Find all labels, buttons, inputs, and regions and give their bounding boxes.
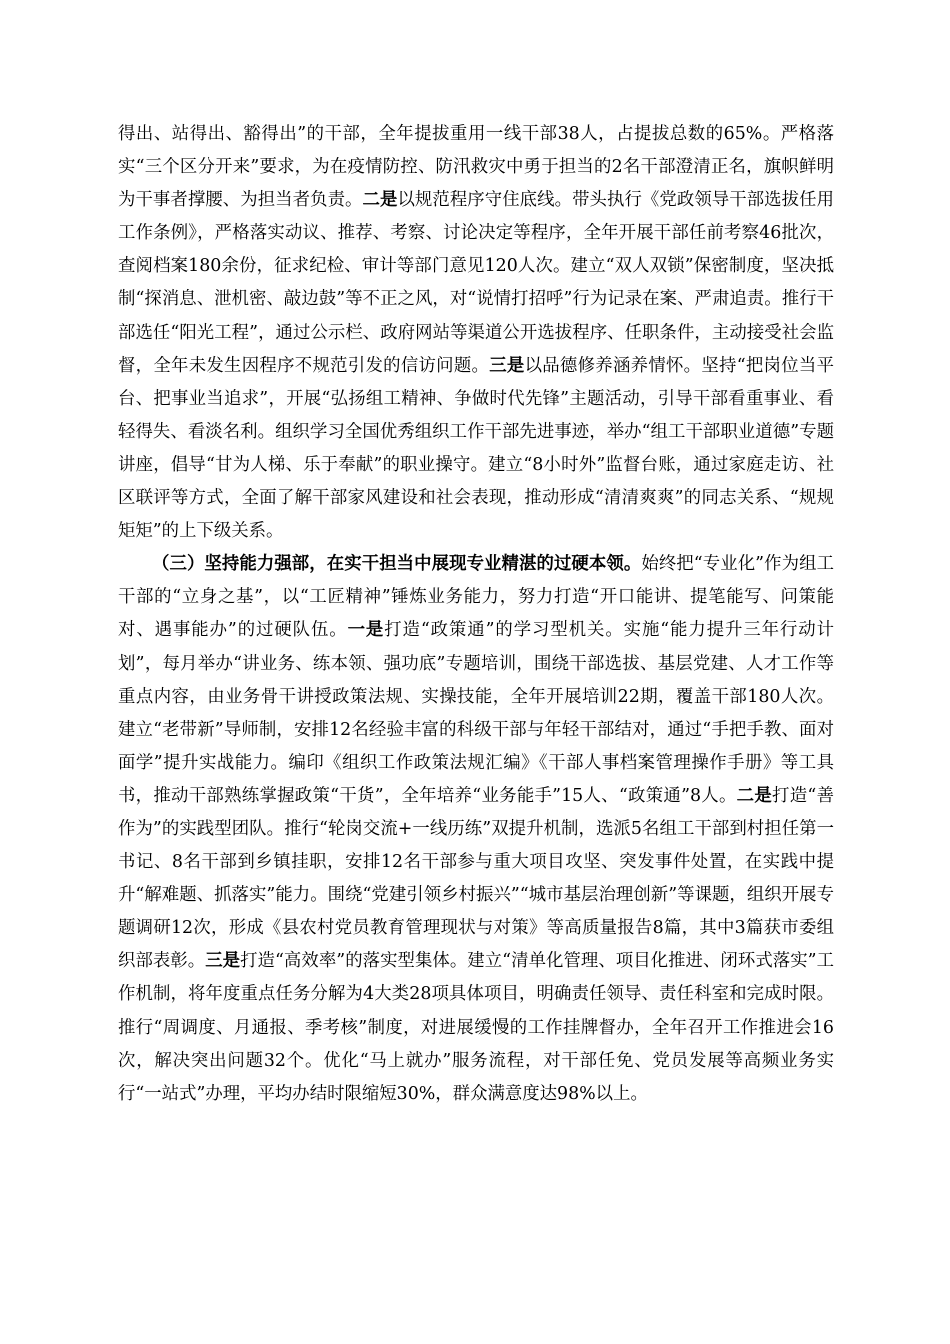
- text-run: 以品德修养涵养情怀。坚持“把岗位当平台、把事业当追求”，开展“弘扬组工精神、争做时代先锋”主题活动，引导干部看重事业、看轻得失、看淡名利。组织学习全国优秀组织工作干部先进事迹，举办“组工干部职业道德”专题讲座，倡导“甘为人梯、乐于奉献”的职业操守。建立“8小时外”监督台账，通过家庭走访、社区联评等方式，全面了解干部家风建设和社会表现，推动形成“清清爽爽”的同志关系、“规规矩矩”的上下级关系。: [118, 355, 834, 542]
- paragraph-continued: [118, 118, 834, 548]
- text-run: 始终把“专业化”作为组工干部的“立身之基”，以“工匠精神”锤炼业务能力，努力打造“开口能讲、提笔能写、问策能对、遇事能办”的过硬队伍。: [118, 554, 834, 641]
- bold-lead-er-shi: 二是: [362, 190, 398, 211]
- document-body: [118, 118, 834, 1111]
- bold-lead-er-shi: 二是: [736, 785, 773, 806]
- text-run: 得出、站得出、豁得出”的干部，全年提拔重用一线干部38人，占提拔总数的65%。严格落实“三个区分开来”要求，为在疫情防控、防汛救灾中勇于担当的2名干部澄清正名，旗帜鲜明为干事者撑腰、为担当者负责。: [118, 124, 834, 211]
- text-run: 打造“政策通”的学习型机关。实施“能力提升三年行动计划”，每月举办“讲业务、练本领、强功底”专题培训，围绕干部选拔、基层党建、人才工作等重点内容，由业务骨干讲授政策法规、实操技能，全年开展培训22期，覆盖干部180人次。建立“老带新”导师制，安排12名经验丰富的科级干部与年轻干部结对，通过“手把手教、面对面学”提升实战能力。编印《组织工作政策法规汇编》《干部人事档案管理操作手册》等工具书，推动干部熟练掌握政策“干货”，全年培养“业务能手”15人、“政策通”8人。: [118, 620, 834, 806]
- bold-lead-yi-shi: 一是: [347, 620, 385, 641]
- text-run: 以规范程序守住底线。带头执行《党政领导干部选拔任用工作条例》，严格落实动议、推荐、考察、讨论决定等程序，全年开展干部任前考察46批次，查阅档案180余份，征求纪检、审计等部门意见120人次。建立“双人双锁”保密制度，坚决抵制“探消息、泄机密、敲边鼓”等不正之风，对“说情打招呼”行为记录在案、严肃追责。推行干部选任“阳光工程”，通过公示栏、政府网站等渠道公开选拔程序、任职条件，主动接受社会监督，全年未发生因程序不规范引发的信访问题。: [118, 190, 834, 376]
- section-heading: （三）坚持能力强部，在实干担当中展现专业精湛的过硬本领。: [152, 554, 642, 575]
- bold-lead-san-shi: 三是: [205, 951, 241, 972]
- text-run: 打造“高效率”的落实型集体。建立“清单化管理、项目化推进、闭环式落实”工作机制，将年度重点任务分解为4大类28项具体项目，明确责任领导、责任科室和完成时限。推行“周调度、月通报、季考核”制度，对进展缓慢的工作挂牌督办，全年召开工作推进会16次，解决突出问题32个。优化“马上就办”服务流程，对干部任免、党员发展等高频业务实行“一站式”办理，平均办结时限缩短30%，群众满意度达98%以上。: [118, 951, 834, 1104]
- bold-lead-san-shi: 三是: [489, 355, 525, 376]
- text-run: 打造“善作为”的实践型团队。推行“轮岗交流+一线历练”双提升机制，选派5名组工干部到村担任第一书记、8名干部到乡镇挂职，安排12名干部参与重大项目攻坚、突发事件处置，在实践中提升“解难题、抓落实”能力。围绕“党建引领乡村振兴”“城市基层治理创新”等课题，组织开展专题调研12次，形成《县农村党员教育管理现状与对策》等高质量报告8篇，其中3篇获市委组织部表彰。: [118, 785, 834, 972]
- paragraph-section-three: [118, 548, 834, 1111]
